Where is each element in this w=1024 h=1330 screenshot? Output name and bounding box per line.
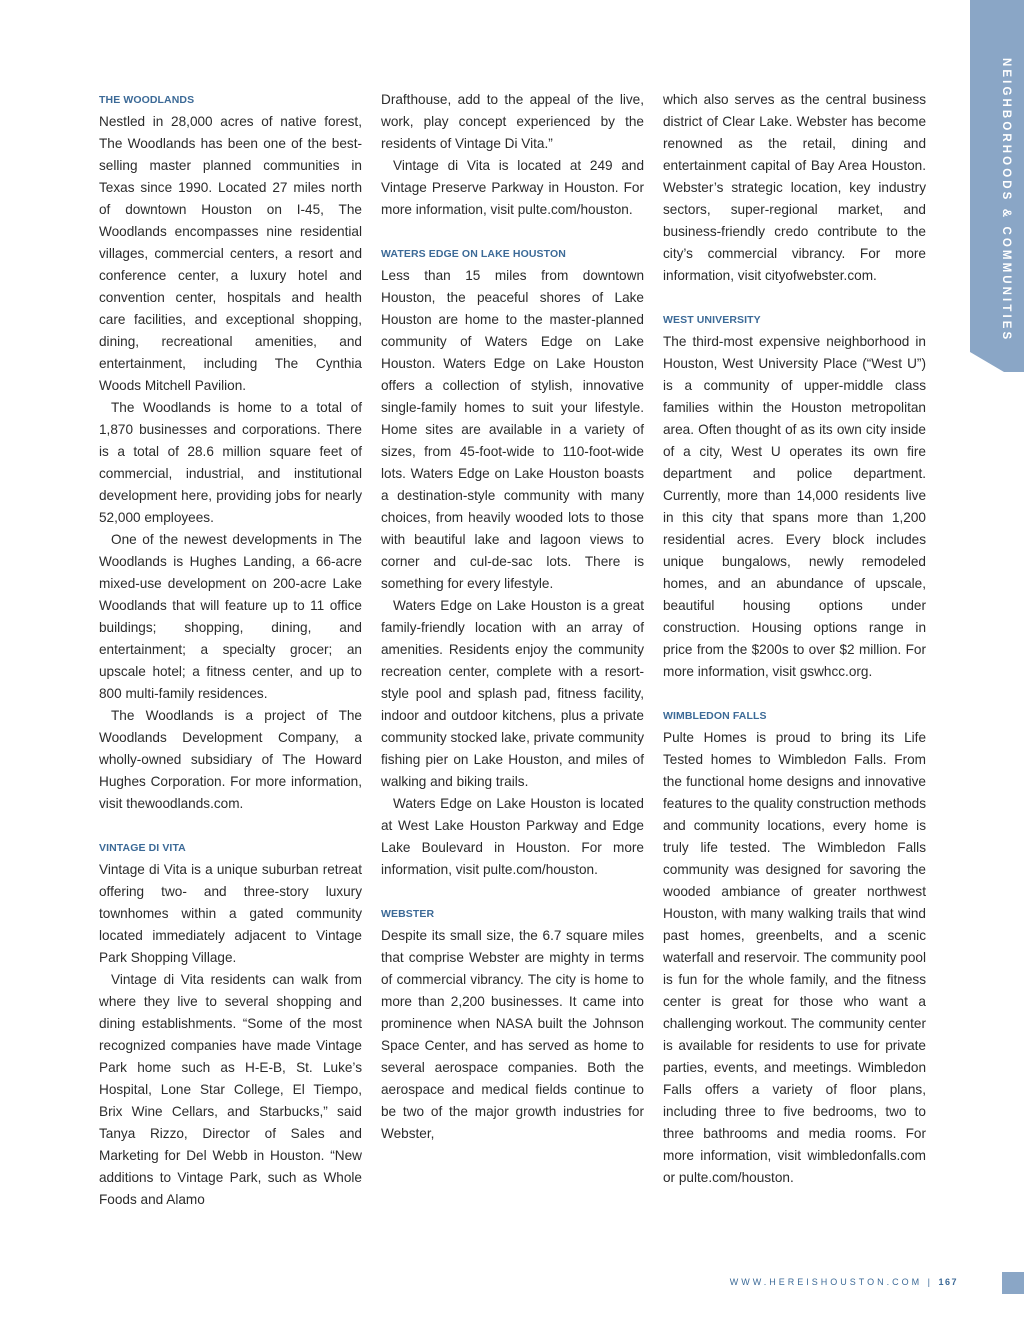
paragraph: which also serves as the central business district of Clear Lake. Webster has become renowned as the retail, dining and entertainment capital of Bay Area Houston. Webster’s strategic location, key industry sectors, super-regional market, and business-friendly credo contribute to the city’s commercial vibrancy. For more information, visit cityofwebster.com. — [663, 92, 926, 283]
heading-vintage-di-vita: VINTAGE DI VITA — [99, 842, 186, 854]
footer-separator: | — [927, 1277, 933, 1287]
paragraph: Drafthouse, add to the appeal of the live, work, play concept experienced by the residents of Vintage Di Vita.” — [381, 92, 644, 151]
heading-webster: WEBSTER — [381, 908, 435, 920]
footer-url: WWW.HEREISHOUSTON.COM — [729, 1277, 923, 1287]
page-number: 167 — [938, 1277, 958, 1287]
paragraph: One of the newest developments in The Woodlands is Hughes Landing, a 66-acre mixed-use development on 200-acre Lake Woodlands that will feature up to 11 office buildings; shopping, dining, and entertainment; a specialty grocer; an upscale hotel; a fitness center, and up to 800 multi-family residences. — [99, 532, 362, 701]
page-footer — [700, 1277, 958, 1287]
paragraph: Pulte Homes is proud to bring its Life Tested homes to Wimbledon Falls. From the functional home designs and innovative features to the quality construction methods and community locations, every home is truly life tested. The Wimbledon Falls community was designed for savoring the wooded ambiance of greater northwest Houston, with many walking trails that wind past homes, greenbelts, and a scenic waterfall and reservoir. The community pool is fun for the whole family, and the fitness center is great for those who want a challenging workout. The community center is available for residents to use for private parties, events, and meetings. Wimbledon Falls offers a variety of floor plans, including three to five bedrooms, two to three bathrooms and media rooms. For more information, visit wimbledonfalls.com or pulte.com/houston. — [663, 730, 926, 1185]
paragraph: The Woodlands is home to a total of 1,870 businesses and corporations. There is a total of 28.6 million square feet of commercial, industrial, and institutional development here, providing jobs for nearly 52,000 employees. — [99, 400, 362, 525]
column-1 — [99, 89, 362, 1211]
paragraph: Nestled in 28,000 acres of native forest, The Woodlands has been one of the best-selling master planned communities in Texas since 1990. Located 27 miles north of downtown Houston on I-45, The Woodlands encompasses nine residential villages, commercial centers, a resort and conference center, a luxury hotel and convention center, hospitals and health care facilities, and exceptional shopping, dining, recreational amenities, and entertainment, including The Cynthia Woods Mitchell Pavilion. — [99, 114, 362, 393]
paragraph: The Woodlands is a project of The Woodlands Development Company, a wholly-owned subsidiary of The Howard Hughes Corporation. For more information, visit thewoodlands.com. — [99, 708, 362, 811]
column-3 — [663, 89, 926, 1189]
paragraph: Vintage di Vita is a unique suburban retreat offering two- and three-story luxury townhomes within a gated community located immediately adjacent to Vintage Park Shopping Village. — [99, 862, 362, 965]
paragraph: Despite its small size, the 6.7 square miles that comprise Webster are mighty in terms of commercial vibrancy. The city is home to more than 2,200 businesses. It came into prominence when NASA built the Johnson Space Center, and has served as home to several aerospace companies. Both the aerospace and medical fields continue to be two of the major growth industries for Webster, — [381, 928, 644, 1141]
paragraph: Waters Edge on Lake Houston is located at West Lake Houston Parkway and Edge Lake Boulevard in Houston. For more information, visit pulte.com/houston. — [381, 796, 644, 877]
footer-color-block — [1002, 1272, 1024, 1294]
paragraph: Vintage di Vita is located at 249 and Vintage Preserve Parkway in Houston. For more information, visit pulte.com/houston. — [381, 158, 644, 217]
heading-wimbledon-falls: WIMBLEDON FALLS — [663, 710, 767, 722]
heading-waters-edge: WATERS EDGE ON LAKE HOUSTON — [381, 248, 566, 260]
paragraph: Waters Edge on Lake Houston is a great family-friendly location with an array of amenities. Residents enjoy the community recreation center, complete with a resort-style pool and splash pad, fitness facility, indoor and outdoor kitchens, plus a private community stocked lake, private community fishing pier on Lake Houston, and miles of walking and biking trails. — [381, 598, 644, 789]
paragraph: Less than 15 miles from downtown Houston, the peaceful shores of Lake Houston are home to the master-planned community of Waters Edge on Lake Houston. Waters Edge on Lake Houston offers a collection of stylish, innovative single-family homes to suit your lifestyle. Home sites are available in a variety of sizes, from 45-foot-wide to 110-foot-wide lots. Waters Edge on Lake Houston boasts a destination-style community with many choices, from heavily wooded lots to those with beautiful lake and lagoon views to corner and cul-de-sac lots. There is something for every lifestyle. — [381, 268, 644, 591]
heading-the-woodlands: THE WOODLANDS — [99, 94, 195, 106]
column-2 — [381, 89, 644, 1145]
paragraph: The third-most expensive neighborhood in Houston, West University Place (“West U”) is a community of upper-middle class families within the Houston metropolitan area. Often thought of as its own city inside of a city, West U operates its own fire department and police department. Currently, more than 14,000 residents live in this city that spans more than 1,200 residential acres. Every block includes unique bungalows, newly remodeled homes, and an abundance of upscale, beautiful housing options under construction. Housing options range in price from the $200s to over $2 million. For more information, visit gswhcc.org. — [663, 334, 926, 679]
section-tab-label: NEIGHBORHOODS & COMMUNITIES — [1000, 58, 1012, 343]
paragraph: Vintage di Vita residents can walk from where they live to several shopping and dining establishments. “Some of the most recognized companies have made Vintage Park home such as H-E-B, St. Luke’s Hospital, Lone Star College, El Tiempo, Brix Wine Cellars, and Starbucks,” said Tanya Rizzo, Director of Sales and Marketing for Del Webb in Houston. “New additions to Vintage Park, such as Whole Foods and Alamo — [99, 972, 362, 1207]
section-tab — [970, 0, 1024, 372]
heading-west-university: WEST UNIVERSITY — [663, 314, 761, 326]
